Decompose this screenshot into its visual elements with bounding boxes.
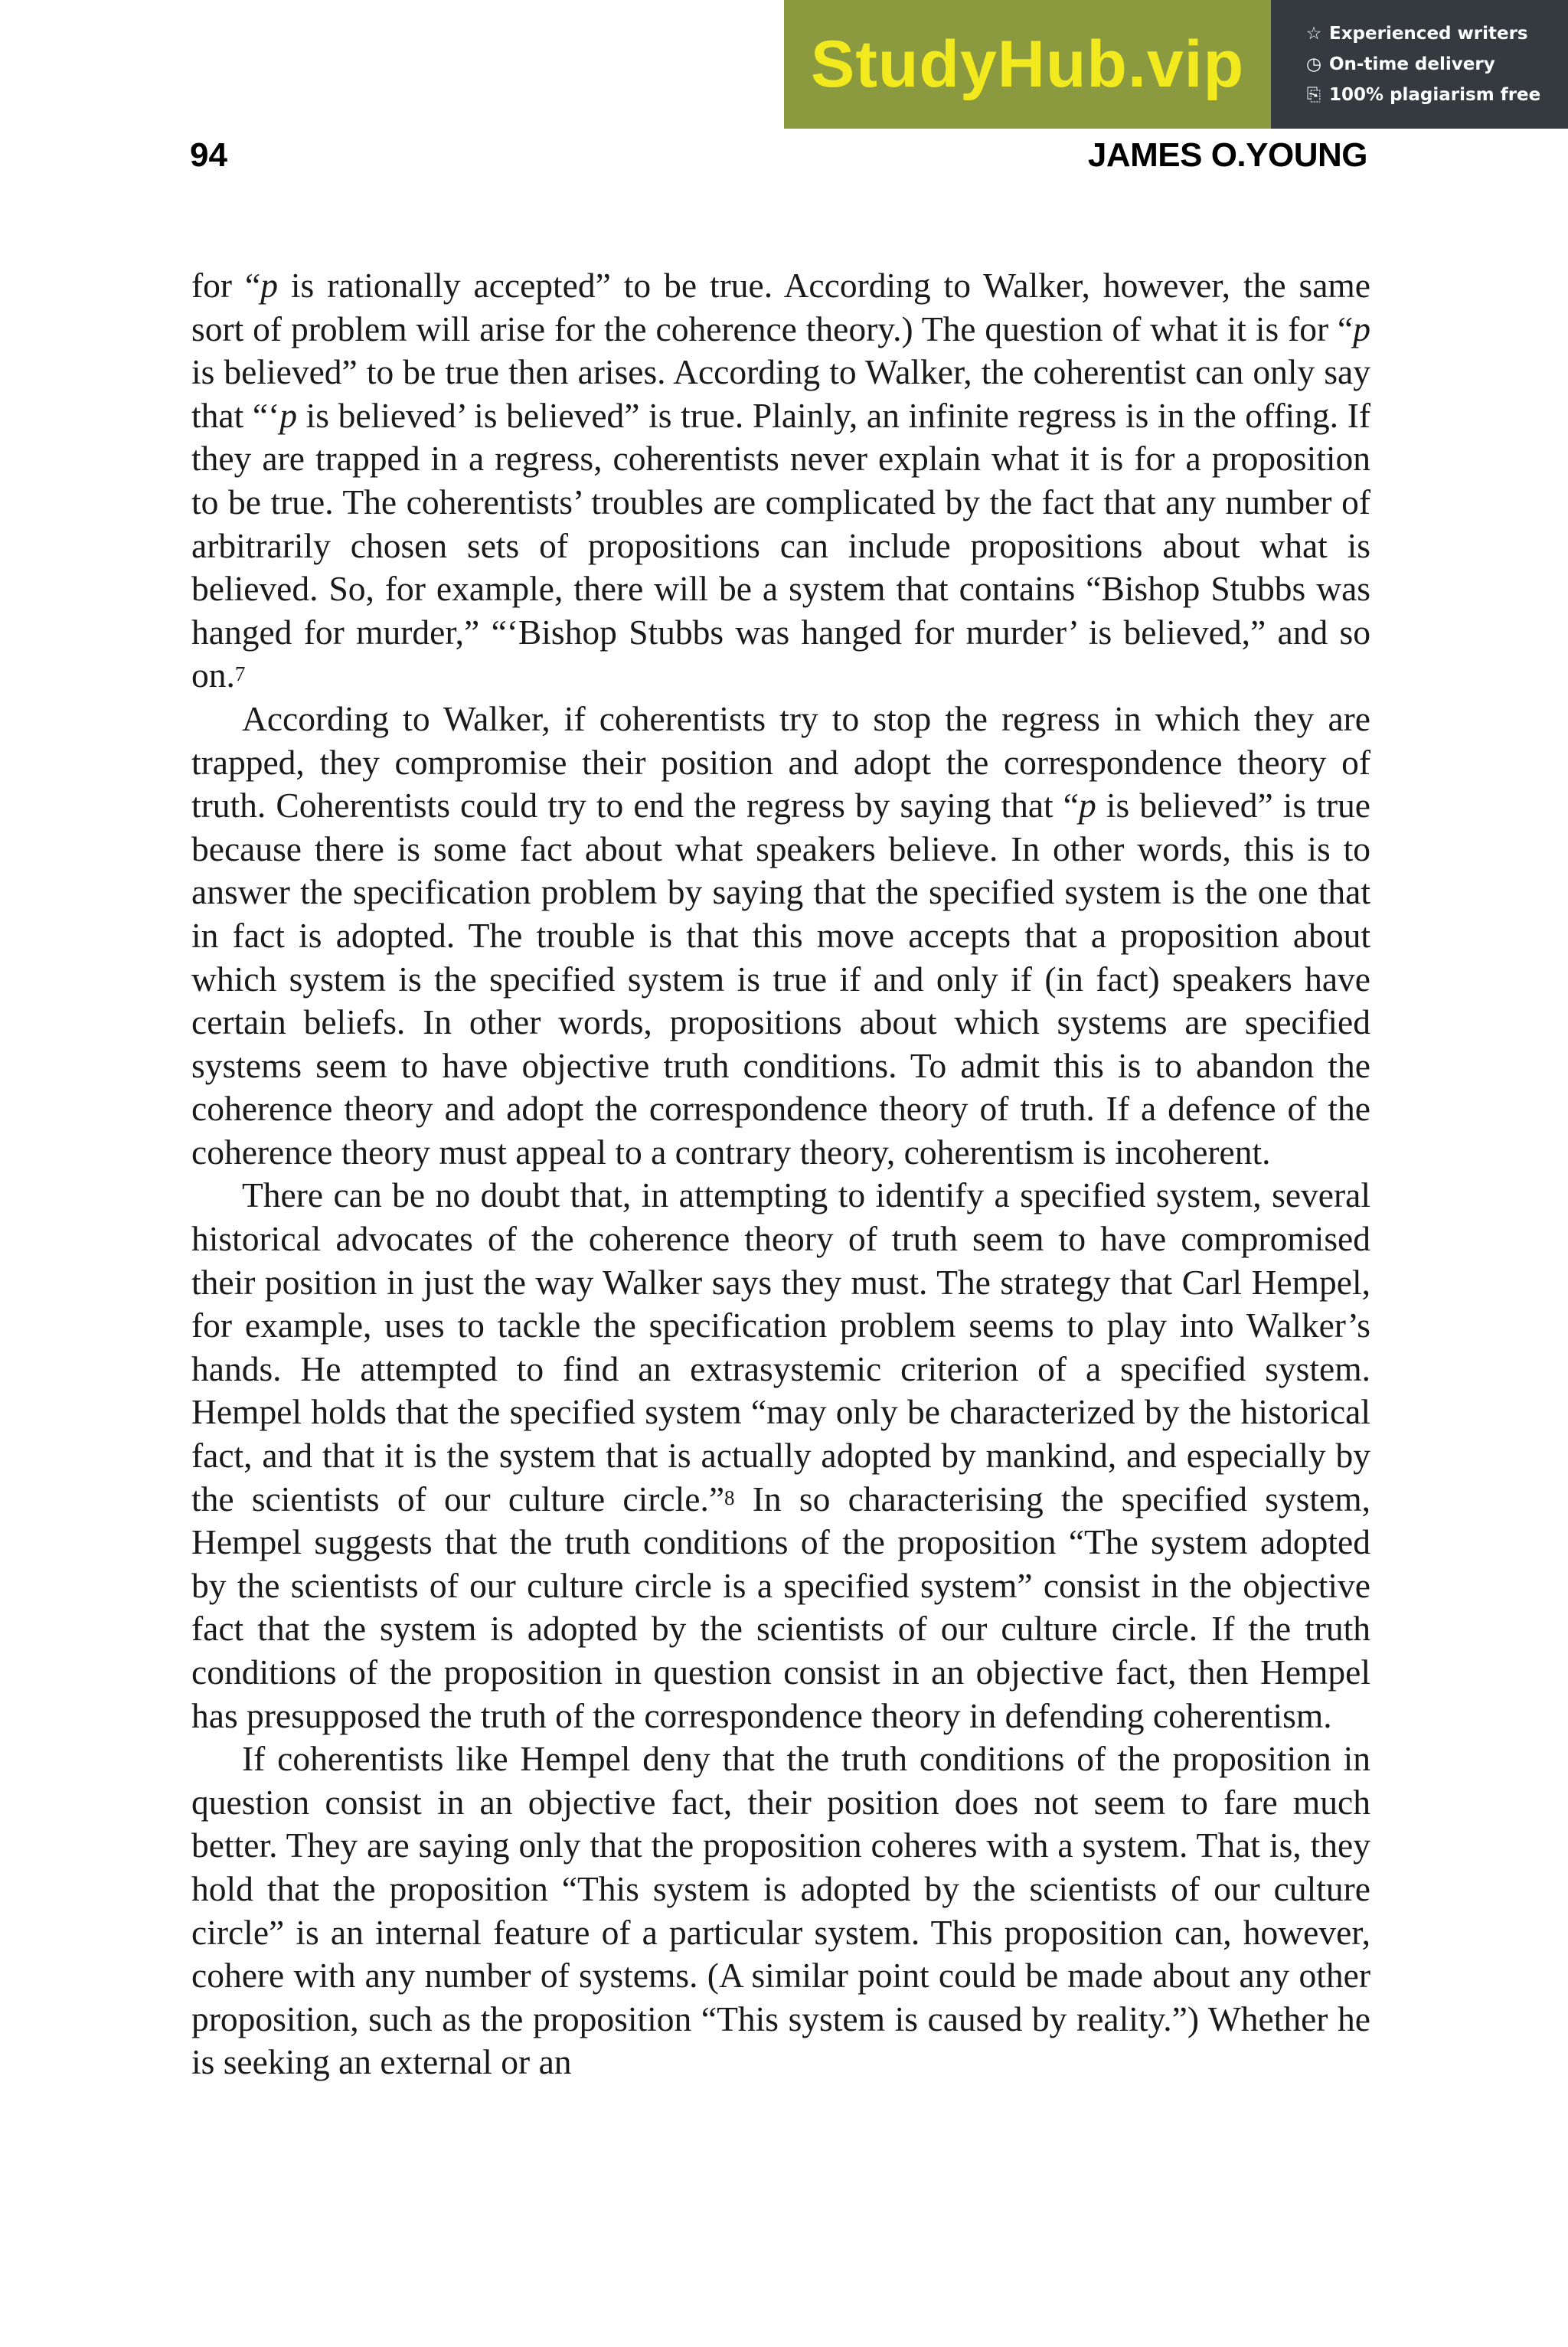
star-outline-icon: ☆ bbox=[1305, 24, 1322, 44]
italic-variable: p bbox=[260, 266, 278, 305]
running-head-author: JAMES O.YOUNG bbox=[1087, 136, 1367, 174]
text-run: for “ bbox=[191, 266, 261, 305]
text-run: If coherentists like Hempel deny that the truth conditions of the proposition in question consist in an objective fact, their position does not seem to fare much better. They are saying only that the proposition coheres with a system. That is, they hold that the proposition “This system is adopted by the scientists of our culture circle” is an internal feature of a particular system. This proposition can, however, cohere with any number of systems. (A similar point could be made about any other proposition, such as the proposition “This system is caused by reality.”) Whether he is seeking an external or an bbox=[191, 1739, 1370, 2082]
brand-logo-text[interactable]: StudyHub.vip bbox=[810, 28, 1245, 101]
text-run: is rationally accepted” to be true. According to Walker, however, the same sort of problem will arise for the coherence theory.) The question of what it is for “ bbox=[191, 266, 1370, 348]
feature-item-delivery bbox=[1303, 49, 1568, 80]
feature-label: On-time delivery bbox=[1329, 54, 1495, 74]
paragraph-4 bbox=[191, 1737, 1370, 2084]
italic-variable: p bbox=[1079, 786, 1096, 825]
document-copy-icon: ⎘ bbox=[1306, 85, 1321, 105]
text-run: In so characterising the specified system, Hempel suggests that the truth conditions of the proposition “The system adopted by the scientists of our culture circle is a specified system” consist in the objective fact that the system is adopted by the scientists of our culture circle. If the truth conditions of the proposition in question consist in an objective fact, then Hempel has presupposed the truth of the correspondence theory in defending coherentism. bbox=[191, 1479, 1370, 1735]
italic-variable: p bbox=[1353, 309, 1370, 348]
footnote-ref-8: 8 bbox=[724, 1486, 735, 1509]
text-run: is believed” to be true then arises. According to Walker, the coherentist can only say that “‘ bbox=[191, 352, 1370, 435]
paragraph-3 bbox=[191, 1174, 1370, 1737]
brand-block[interactable] bbox=[784, 0, 1271, 129]
italic-variable: p bbox=[279, 395, 297, 435]
text-run: is believed” is true because there is some fact about what speakers believe. In other words, this is to answer the specification problem by saying that the specified system is the one that in fact is adopted. The trouble is that this move accepts that a proposition about which system is the specified system is true if and only if (in fact) speakers have certain beliefs. In other words, propositions about which systems are specified systems seem to have objective truth conditions. To admit this is to abandon the coherence theory and adopt the correspondence theory of truth. If a defence of the coherence theory must appeal to a contrary theory, coherentism is incoherent. bbox=[191, 786, 1371, 1172]
feature-item-plagiarism bbox=[1303, 80, 1568, 110]
clock-icon: ◷ bbox=[1305, 54, 1322, 74]
feature-item-writers bbox=[1303, 18, 1568, 49]
page-number: 94 bbox=[190, 136, 227, 174]
paragraph-1 bbox=[191, 264, 1370, 698]
body-text bbox=[191, 264, 1370, 2084]
feature-label: Experienced writers bbox=[1329, 24, 1528, 44]
text-run: is believed’ is believed” is true. Plainly, an infinite regress is in the offing. If they are trapped in a regress, coherentists never explain what it is for a proposition to be true. The coherentists’ troubles are complicated by the fact that any number of arbitrarily chosen sets of propositions can include propositions about what is believed. So, for example, there will be a system that contains “Bishop Stubbs was hanged for murder,” “‘Bishop Stubbs was hanged for murder’ is believed,” and so on. bbox=[191, 395, 1370, 695]
paragraph-2 bbox=[191, 698, 1370, 1175]
features-list bbox=[1271, 0, 1568, 129]
footnote-ref-7: 7 bbox=[234, 662, 246, 686]
text-run: According to Walker, if coherentists try to stop the regress in which they are trapped, they compromise their position and adopt the correspondence theory of truth. Coherentists could try to end the regress by saying that “ bbox=[191, 698, 1370, 825]
feature-label: 100% plagiarism free bbox=[1329, 85, 1541, 105]
promo-banner[interactable] bbox=[784, 0, 1568, 129]
text-run: There can be no doubt that, in attempting to identify a specified system, several historical advocates of the coherence theory of truth seem to have compromised their position in just the way Walker says they must. The strategy that Carl Hempel, for example, uses to tackle the specification problem seems to play into Walker’s hands. He attempted to find an extrasystemic criterion of a specified system. Hempel holds that the specified system “may only be characterized by the historical fact, and that it is the system that is actually adopted by mankind, and especially by the scientists of our culture circle.” bbox=[191, 1175, 1370, 1518]
